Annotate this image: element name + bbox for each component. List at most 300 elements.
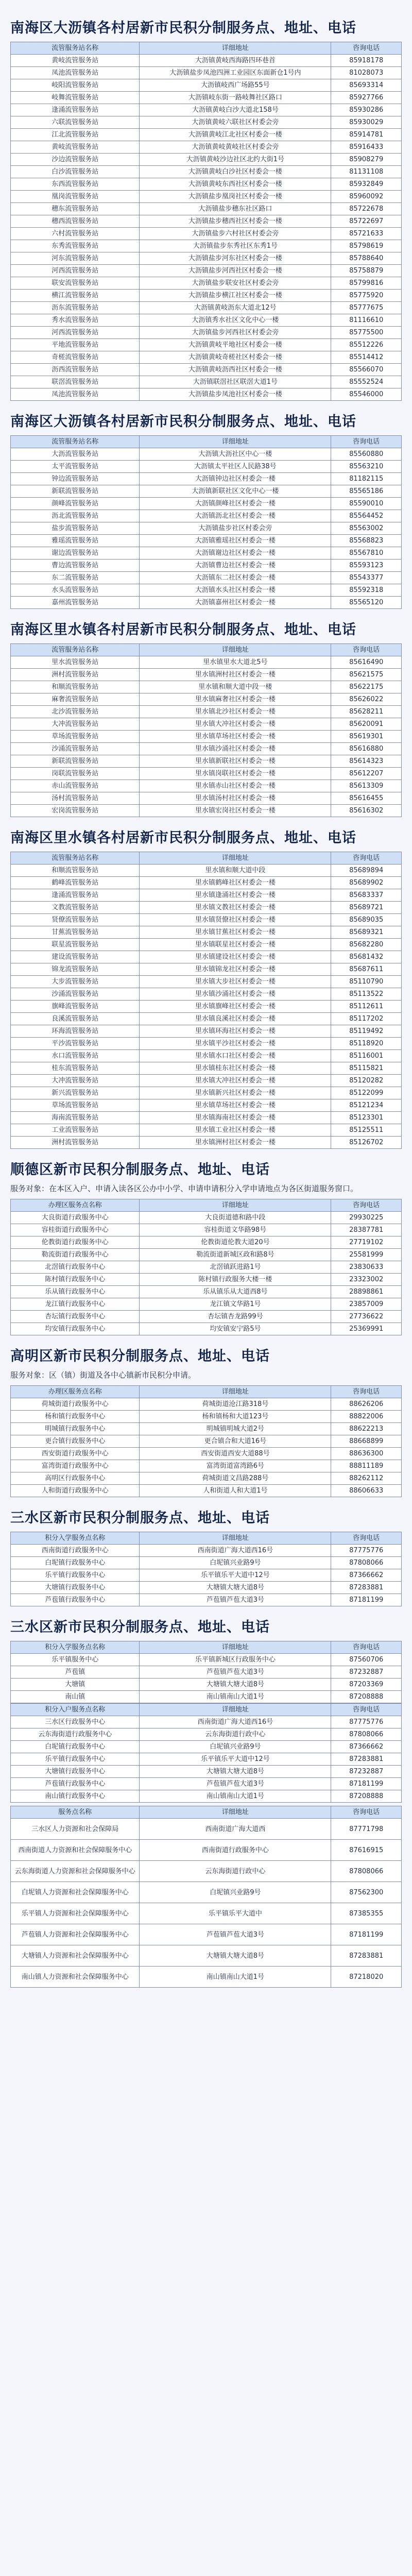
table-cell: 乐平镇行政服务中心 xyxy=(11,1569,140,1582)
table-cell: 85788640 xyxy=(331,252,402,265)
table-cell: 87181199 xyxy=(331,1778,402,1790)
table-cell: 85546000 xyxy=(331,388,402,401)
table-cell: 大沥镇黄岐平地社区村委会一楼 xyxy=(140,339,331,351)
table-cell: 云东海街道行政中心 xyxy=(140,1861,331,1882)
table-cell: 大沥镇黄岐白沙大道北158号 xyxy=(140,104,331,116)
table-row xyxy=(11,1261,402,1274)
table-cell: 里水镇汤村社区村委会一楼 xyxy=(140,792,331,805)
table-cell: 85590010 xyxy=(331,498,402,510)
table-row xyxy=(11,1545,402,1557)
section-title: 南海区里水镇各村居新市民积分制服务点、地址、电话 xyxy=(10,830,356,846)
table-cell: 三水区人力资源和社会保障局 xyxy=(11,1819,140,1840)
table-cell: 大沥镇黄岐白沙社区村委会一楼 xyxy=(140,166,331,178)
table-cell: 大塘镇大塘大道8号 xyxy=(140,1679,331,1691)
table-cell: 白坭镇兴业路9号 xyxy=(140,1741,331,1753)
table-cell: 87283881 xyxy=(331,1753,402,1766)
section xyxy=(10,826,402,1149)
table-cell: 西南街道行政服务中心 xyxy=(11,1545,140,1557)
table-row xyxy=(11,718,402,731)
table-cell: 85693314 xyxy=(331,79,402,92)
table-cell: 龙江镇行政服务中心 xyxy=(11,1298,140,1311)
table-row xyxy=(11,1087,402,1099)
table-cell: 85616490 xyxy=(331,656,402,669)
table-cell: 85552524 xyxy=(331,376,402,388)
table-cell: 草场流管服务站 xyxy=(11,1099,140,1112)
table-row xyxy=(11,743,402,755)
table-row xyxy=(11,1224,402,1236)
column-header: 积分入户服务点名称 xyxy=(11,1704,140,1716)
section xyxy=(10,1616,402,1803)
table-cell: 河东流管服务站 xyxy=(11,252,140,265)
table-row xyxy=(11,1038,402,1050)
table-cell: 85119492 xyxy=(331,1025,402,1038)
table-cell: 28387781 xyxy=(331,1224,402,1236)
table-cell: 建设流管服务站 xyxy=(11,951,140,963)
table-cell: 大沥镇盐步穗东社区路口 xyxy=(140,203,331,215)
service-table xyxy=(10,1703,402,1803)
table-cell: 85799816 xyxy=(331,277,402,290)
table-cell: 联星流管服务站 xyxy=(11,939,140,951)
table-cell: 人和街道人和大道1号 xyxy=(140,1485,331,1497)
table-row xyxy=(11,1679,402,1691)
table-cell: 88668899 xyxy=(331,1435,402,1448)
table-row xyxy=(11,584,402,597)
table-cell: 工业流管服务站 xyxy=(11,1124,140,1137)
table-cell: 里水镇桂东社区村委会一楼 xyxy=(140,1062,331,1075)
column-header: 办理区服务点名称 xyxy=(11,1199,140,1212)
table-row xyxy=(11,1298,402,1311)
column-header: 咨询电话 xyxy=(331,1199,402,1212)
table-row xyxy=(11,1861,402,1882)
table-cell: 85568823 xyxy=(331,535,402,547)
table-cell: 29930225 xyxy=(331,1212,402,1224)
column-header: 详细地址 xyxy=(140,1199,331,1212)
table-cell: 西南街道行政服务中心 xyxy=(140,1840,331,1861)
table-row xyxy=(11,510,402,522)
table-row xyxy=(11,215,402,228)
table-row xyxy=(11,572,402,584)
table-cell: 大沥镇谢边社区村委会一楼 xyxy=(140,547,331,560)
table-cell: 大塘镇大塘大道8号 xyxy=(140,1582,331,1594)
table-cell: 85918178 xyxy=(331,55,402,67)
table-cell: 27719102 xyxy=(331,1236,402,1249)
table-cell: 黄岐流管服务站 xyxy=(11,55,140,67)
table-cell: 芦苞镇行政服务中心 xyxy=(11,1594,140,1606)
table-cell: 岗联流管服务站 xyxy=(11,768,140,780)
table-cell: 龙江镇文华路1号 xyxy=(140,1298,331,1311)
column-header: 咨询电话 xyxy=(331,1386,402,1398)
table-cell: 85566070 xyxy=(331,364,402,376)
column-header: 积分入学服务点名称 xyxy=(11,1532,140,1545)
table-row xyxy=(11,522,402,535)
table-cell: 东秀流管服务站 xyxy=(11,240,140,252)
table-row xyxy=(11,1924,402,1945)
table-cell: 里水镇和顺大道中段一楼 xyxy=(140,681,331,693)
column-header: 流管服务站名称 xyxy=(11,852,140,865)
table-cell: 85960092 xyxy=(331,191,402,203)
table-cell: 新联流管服务站 xyxy=(11,755,140,768)
table-header-row xyxy=(11,1199,402,1212)
table-cell: 凤池流管服务站 xyxy=(11,67,140,79)
table-cell: 85628211 xyxy=(331,706,402,718)
table-cell: 大步流管服务站 xyxy=(11,976,140,988)
table-cell: 87208888 xyxy=(331,1691,402,1703)
table-cell: 秀水流管服务站 xyxy=(11,314,140,327)
table-row xyxy=(11,1013,402,1025)
table-header-row xyxy=(11,1704,402,1716)
table-cell: 85798619 xyxy=(331,240,402,252)
table-row xyxy=(11,129,402,141)
table-cell: 南山镇南山大道1号 xyxy=(140,1691,331,1703)
table-cell: 85121234 xyxy=(331,1099,402,1112)
table-cell: 大沥镇盐步河西社区村委会旁 xyxy=(140,327,331,339)
table-cell: 贤僚流管服务站 xyxy=(11,914,140,926)
table-cell: 大良街道德和路中段 xyxy=(140,1212,331,1224)
table-cell: 25369991 xyxy=(331,1323,402,1335)
table-cell: 均安镇安宁路5号 xyxy=(140,1323,331,1335)
table-cell: 88636300 xyxy=(331,1448,402,1460)
table-row xyxy=(11,1691,402,1703)
table-row xyxy=(11,780,402,792)
table-row xyxy=(11,461,402,473)
table-cell: 87203369 xyxy=(331,1679,402,1691)
table-row xyxy=(11,1435,402,1448)
section-note: 服务对象：在本区入户、申请入读各区公办中小学、申请申请积分入学申请地点为各区街道服务窗口。 xyxy=(10,1184,358,1193)
table-row xyxy=(11,55,402,67)
table-cell: 芦苞镇 xyxy=(11,1666,140,1679)
table-row xyxy=(11,1967,402,1988)
table-row xyxy=(11,1311,402,1323)
table-row xyxy=(11,731,402,743)
table-cell: 里水镇沙涌社区村委会一楼 xyxy=(140,743,331,755)
table-cell: 85722697 xyxy=(331,215,402,228)
table-cell: 85775500 xyxy=(331,327,402,339)
table-cell: 85126702 xyxy=(331,1137,402,1149)
table-row xyxy=(11,1557,402,1569)
section-title: 高明区新市民积分制服务点、地址、电话 xyxy=(10,1348,270,1364)
table-cell: 85592318 xyxy=(331,584,402,597)
table-cell: 87366662 xyxy=(331,1569,402,1582)
table-cell: 谢边流管服务站 xyxy=(11,547,140,560)
table-row xyxy=(11,755,402,768)
service-table xyxy=(10,1806,402,1988)
section xyxy=(10,16,402,401)
table-row xyxy=(11,473,402,485)
table-cell: 里水镇逢涌社区村委会一楼 xyxy=(140,889,331,902)
table-cell: 曹边流管服务站 xyxy=(11,560,140,572)
table-cell: 乐平镇新城区行政服务中心 xyxy=(140,1654,331,1666)
table-cell: 草场流管服务站 xyxy=(11,731,140,743)
table-cell: 大沥镇沥北社区村委会一楼 xyxy=(140,510,331,522)
table-row xyxy=(11,203,402,215)
table-cell: 乐从镇行政服务中心 xyxy=(11,1286,140,1298)
table-cell: 85115821 xyxy=(331,1062,402,1075)
table-cell: 87562300 xyxy=(331,1882,402,1903)
table-cell: 逢涌流管服务站 xyxy=(11,104,140,116)
column-header: 详细地址 xyxy=(140,1532,331,1545)
table-row xyxy=(11,1819,402,1840)
table-cell: 85683337 xyxy=(331,889,402,902)
table-cell: 里水镇贤僚社区村委会一楼 xyxy=(140,914,331,926)
table-cell: 87775776 xyxy=(331,1716,402,1728)
table-row xyxy=(11,902,402,914)
service-table xyxy=(10,1385,402,1497)
section xyxy=(10,1506,402,1606)
column-header: 咨询电话 xyxy=(331,1806,402,1819)
table-cell: 富湾街道富湾路6号 xyxy=(140,1460,331,1472)
table-cell: 87775776 xyxy=(331,1545,402,1557)
table-cell: 陈村镇行政服务中心 xyxy=(11,1274,140,1286)
table-cell: 凰岗流管服务站 xyxy=(11,191,140,203)
table-cell: 江北流管服务站 xyxy=(11,129,140,141)
table-cell: 芦苞镇人力资源和社会保障服务中心 xyxy=(11,1924,140,1945)
table-row xyxy=(11,290,402,302)
table-cell: 85681432 xyxy=(331,951,402,963)
table-row xyxy=(11,889,402,902)
table-cell: 良溪流管服务站 xyxy=(11,1013,140,1025)
table-cell: 87208888 xyxy=(331,1790,402,1803)
section-title: 顺德区新市民积分制服务点、地址、电话 xyxy=(10,1162,270,1178)
table-row xyxy=(11,1460,402,1472)
table-row xyxy=(11,104,402,116)
table-cell: 富湾街道行政服务中心 xyxy=(11,1460,140,1472)
table-cell: 85563002 xyxy=(331,522,402,535)
table-cell: 大沥镇盐步穗西社区村委会一楼 xyxy=(140,215,331,228)
table-row xyxy=(11,963,402,976)
table-cell: 横江流管服务站 xyxy=(11,290,140,302)
table-row xyxy=(11,1882,402,1903)
table-cell: 逢涌流管服务站 xyxy=(11,889,140,902)
table-row xyxy=(11,693,402,706)
table-header-row xyxy=(11,1532,402,1545)
table-row xyxy=(11,1840,402,1861)
table-cell: 88811189 xyxy=(331,1460,402,1472)
table-cell: 81131108 xyxy=(331,166,402,178)
column-header: 咨询电话 xyxy=(331,644,402,656)
table-row xyxy=(11,988,402,1001)
table-cell: 85613309 xyxy=(331,780,402,792)
table-row xyxy=(11,1582,402,1594)
table-cell: 85916433 xyxy=(331,141,402,154)
table-row xyxy=(11,67,402,79)
section xyxy=(10,410,402,609)
table-cell: 85626022 xyxy=(331,693,402,706)
table-cell: 里水镇环海社区村委会一楼 xyxy=(140,1025,331,1038)
table-row xyxy=(11,597,402,609)
column-header: 咨询电话 xyxy=(331,1704,402,1716)
table-row xyxy=(11,1236,402,1249)
table-row xyxy=(11,914,402,926)
table-cell: 大沥镇钟边社区村委会一楼 xyxy=(140,473,331,485)
table-cell: 杨和镇行政服务中心 xyxy=(11,1411,140,1423)
table-cell: 里水镇锦龙社区村委会一楼 xyxy=(140,963,331,976)
table-cell: 里水镇大步社区村委会一楼 xyxy=(140,976,331,988)
table-row xyxy=(11,1448,402,1460)
table-cell: 85565120 xyxy=(331,597,402,609)
table-cell: 联安流管服务站 xyxy=(11,277,140,290)
table-cell: 乐从镇乐从大道西8号 xyxy=(140,1286,331,1298)
table-cell: 81116610 xyxy=(331,314,402,327)
table-row xyxy=(11,1025,402,1038)
table-cell: 85689902 xyxy=(331,877,402,889)
table-cell: 87560706 xyxy=(331,1654,402,1666)
table-row xyxy=(11,228,402,240)
table-cell: 大沥镇东二社区村委会一楼 xyxy=(140,572,331,584)
service-table xyxy=(10,1199,402,1335)
table-header-row xyxy=(11,644,402,656)
table-cell: 和顺流管服务站 xyxy=(11,865,140,877)
column-header: 流管服务站名称 xyxy=(11,42,140,55)
table-cell: 荷城街道沧江路318号 xyxy=(140,1398,331,1411)
table-cell: 里水镇文教社区村委会一楼 xyxy=(140,902,331,914)
table-row xyxy=(11,1075,402,1087)
table-cell: 六村流管服务站 xyxy=(11,228,140,240)
table-row xyxy=(11,656,402,669)
table-cell: 黄岐流管服务站 xyxy=(11,141,140,154)
table-cell: 里水镇鹤峰社区村委会一楼 xyxy=(140,877,331,889)
table-cell: 里水镇草场社区村委会一楼 xyxy=(140,1099,331,1112)
table-row xyxy=(11,388,402,401)
table-cell: 85775920 xyxy=(331,290,402,302)
table-cell: 87232887 xyxy=(331,1766,402,1778)
table-cell: 大沥镇黄岐沥东大道北12号 xyxy=(140,302,331,314)
table-cell: 更合镇合和大道16号 xyxy=(140,1435,331,1448)
column-header: 积分入学服务点名称 xyxy=(11,1641,140,1654)
table-cell: 大冲流管服务站 xyxy=(11,1075,140,1087)
table-cell: 明城镇明城大道2号 xyxy=(140,1423,331,1435)
table-cell: 85689035 xyxy=(331,914,402,926)
table-cell: 大沥流管服务站 xyxy=(11,448,140,461)
table-cell: 洲村流管服务站 xyxy=(11,1137,140,1149)
table-cell: 25581999 xyxy=(331,1249,402,1261)
table-cell: 85567810 xyxy=(331,547,402,560)
table-cell: 新兴流管服务站 xyxy=(11,1087,140,1099)
table-cell: 芦苞镇芦苞大道3号 xyxy=(140,1778,331,1790)
table-cell: 盐步流管服务站 xyxy=(11,522,140,535)
table-cell: 沥西流管服务站 xyxy=(11,364,140,376)
table-cell: 里水镇大冲社区村委会一楼 xyxy=(140,1075,331,1087)
table-cell: 乐平镇乐平大道中12号 xyxy=(140,1753,331,1766)
table-cell: 旗峰流管服务站 xyxy=(11,1001,140,1013)
table-cell: 沥东流管服务站 xyxy=(11,302,140,314)
table-cell: 大沥镇嘉州社区村委会一楼 xyxy=(140,597,331,609)
table-row xyxy=(11,1569,402,1582)
table-row xyxy=(11,327,402,339)
table-cell: 赤山流管服务站 xyxy=(11,780,140,792)
table-row xyxy=(11,1212,402,1224)
table-cell: 南山镇南山大道1号 xyxy=(140,1790,331,1803)
table-cell: 里水镇宏岗社区村委会一楼 xyxy=(140,805,331,817)
table-cell: 85560880 xyxy=(331,448,402,461)
table-cell: 85123301 xyxy=(331,1112,402,1124)
table-row xyxy=(11,485,402,498)
table-cell: 88606633 xyxy=(331,1485,402,1497)
table-row xyxy=(11,141,402,154)
table-row xyxy=(11,1741,402,1753)
table-cell: 85777675 xyxy=(331,302,402,314)
table-cell: 和顺流管服务站 xyxy=(11,681,140,693)
service-table xyxy=(10,1532,402,1606)
table-cell: 西安街道西安大道88号 xyxy=(140,1448,331,1460)
table-row xyxy=(11,351,402,364)
table-cell: 大沥镇盐步东秀社区东秀1号 xyxy=(140,240,331,252)
table-cell: 大塘镇大塘大道8号 xyxy=(140,1766,331,1778)
table-cell: 大沥镇黄岐江北社区村委会一楼 xyxy=(140,129,331,141)
table-cell: 88822006 xyxy=(331,1411,402,1423)
table-cell: 85593123 xyxy=(331,560,402,572)
table-cell: 里水镇工业社区村委会一楼 xyxy=(140,1124,331,1137)
table-cell: 东二流管服务站 xyxy=(11,572,140,584)
table-cell: 大沥镇盐步联安社区村委会旁 xyxy=(140,277,331,290)
table-header-row xyxy=(11,1641,402,1654)
table-cell: 西南街道人力资源和社会保障服务中心 xyxy=(11,1840,140,1861)
table-cell: 里水镇建设社区村委会一楼 xyxy=(140,951,331,963)
table-row xyxy=(11,1099,402,1112)
table-cell: 白坭镇兴业路9号 xyxy=(140,1882,331,1903)
table-cell: 大良街道行政服务中心 xyxy=(11,1212,140,1224)
column-header: 详细地址 xyxy=(140,1806,331,1819)
table-cell: 伦教街道行政服务中心 xyxy=(11,1236,140,1249)
table-cell: 穗东流管服务站 xyxy=(11,203,140,215)
table-cell: 沥北流管服务站 xyxy=(11,510,140,522)
table-cell: 芦苞镇芦苞大道3号 xyxy=(140,1924,331,1945)
table-cell: 85110790 xyxy=(331,976,402,988)
table-cell: 85117202 xyxy=(331,1013,402,1025)
table-cell: 水头流管服务站 xyxy=(11,584,140,597)
table-row xyxy=(11,1753,402,1766)
table-cell: 芦苞镇行政服务中心 xyxy=(11,1778,140,1790)
section-note: 服务对象：区（镇）街道及各中心镇新市民积分申请。 xyxy=(10,1370,196,1380)
section xyxy=(10,618,402,817)
table-cell: 甘蕉流管服务站 xyxy=(11,926,140,939)
table-cell: 大塘镇 xyxy=(11,1679,140,1691)
table-cell: 里水镇洲村社区村委会一楼 xyxy=(140,1137,331,1149)
section-title: 南海区大沥镇各村居新市民积分制服务点、地址、电话 xyxy=(10,20,356,36)
table-row xyxy=(11,1274,402,1286)
table-row xyxy=(11,277,402,290)
table-cell: 文教流管服务站 xyxy=(11,902,140,914)
table-cell: 85721633 xyxy=(331,228,402,240)
table-cell: 大塘镇行政服务中心 xyxy=(11,1582,140,1594)
table-cell: 88626206 xyxy=(331,1398,402,1411)
table-cell: 大沥镇盐步六村社区村委会旁 xyxy=(140,228,331,240)
table-row xyxy=(11,178,402,191)
table-cell: 大沥镇黄岐沙边社区北约大街1号 xyxy=(140,154,331,166)
service-table xyxy=(10,852,402,1149)
table-cell: 大沥镇水头社区村委会一楼 xyxy=(140,584,331,597)
table-cell: 陈村镇行政服务大楼一楼 xyxy=(140,1274,331,1286)
table-cell: 北滘镇行政服务中心 xyxy=(11,1261,140,1274)
table-row xyxy=(11,976,402,988)
table-row xyxy=(11,1472,402,1485)
table-row xyxy=(11,191,402,203)
table-cell: 大沥镇岐东街一路岐舞社区路口 xyxy=(140,92,331,104)
table-cell: 87385355 xyxy=(331,1903,402,1924)
table-cell: 洲村流管服务站 xyxy=(11,669,140,681)
table-cell: 宏岗流管服务站 xyxy=(11,805,140,817)
table-header-row xyxy=(11,436,402,448)
section-title: 南海区里水镇各村居新市民积分制服务点、地址、电话 xyxy=(10,622,356,638)
table-cell: 大沥镇联滘社区联滘大道1号 xyxy=(140,376,331,388)
table-cell: 85565186 xyxy=(331,485,402,498)
table-cell: 23857009 xyxy=(331,1298,402,1311)
table-row xyxy=(11,669,402,681)
table-cell: 23323002 xyxy=(331,1274,402,1286)
table-cell: 里水镇岗联社区村委会一楼 xyxy=(140,768,331,780)
table-row xyxy=(11,302,402,314)
table-cell: 岐阳流管服务站 xyxy=(11,79,140,92)
table-cell: 平沙流管服务站 xyxy=(11,1038,140,1050)
